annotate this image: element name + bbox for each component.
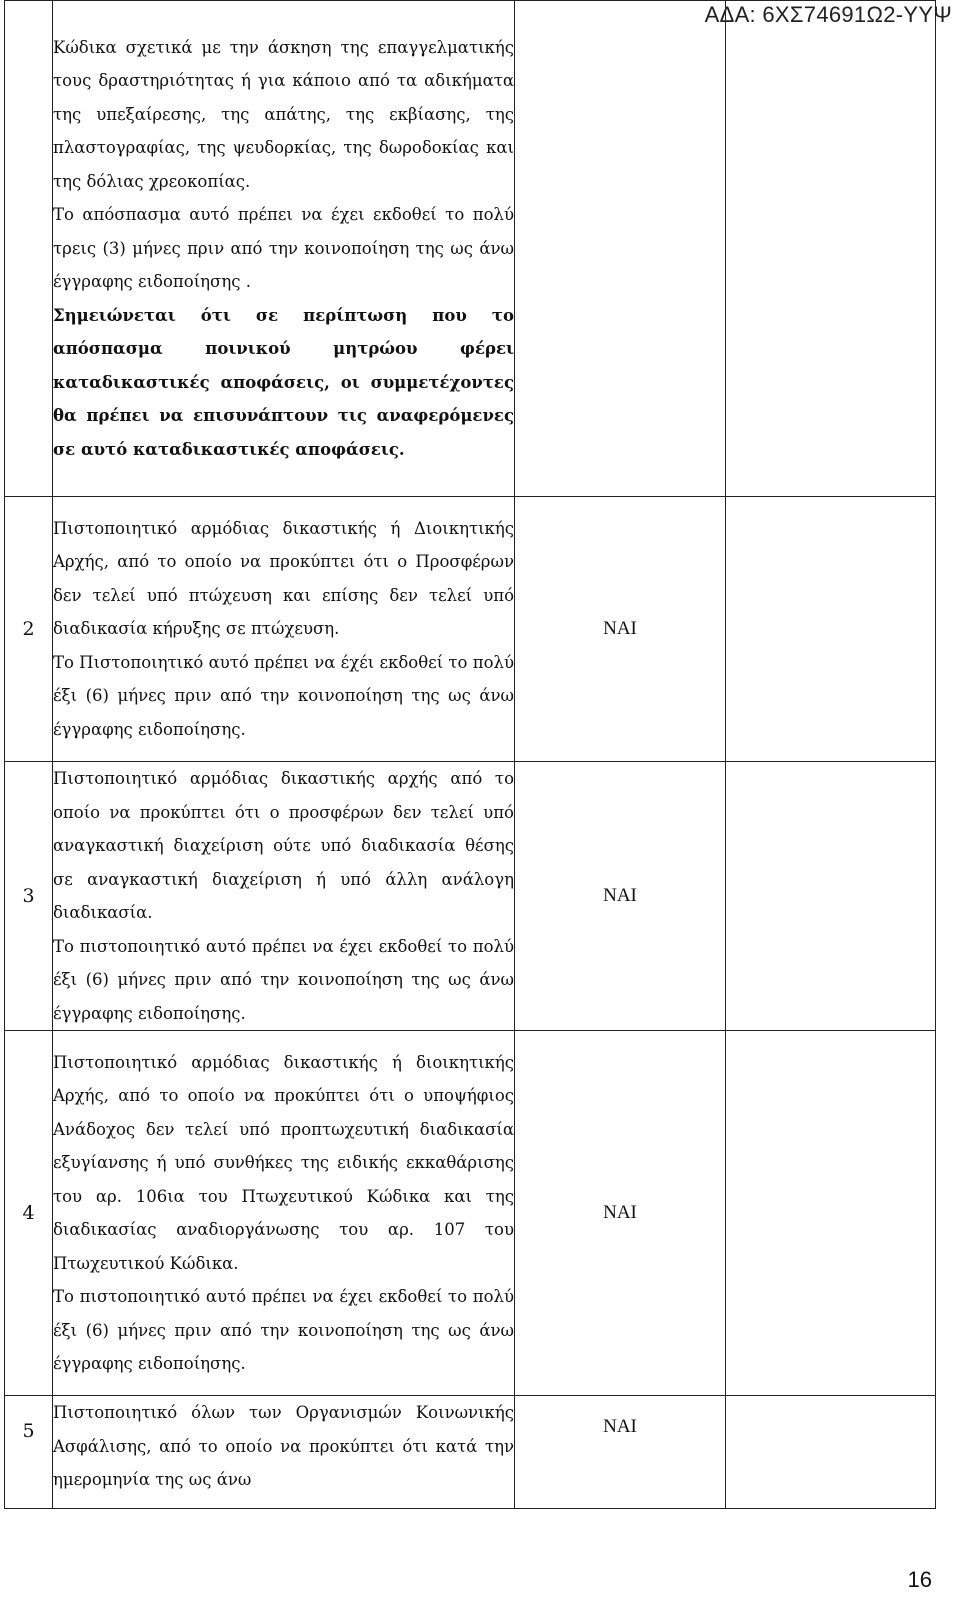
requirements-table — [4, 0, 936, 1509]
table-row — [5, 497, 936, 762]
paragraph: Πιστοποιητικό όλων των Οργανισμών Κοινωνικής Ασφάλισης, από το οποίο να προκύπτει ότι κατά την ημερομηνία της ως άνω — [53, 1403, 514, 1489]
row-number: 2 — [5, 497, 53, 762]
row-number: 4 — [5, 1031, 53, 1396]
requirement-text — [53, 1396, 515, 1509]
paragraph: Το πιστοποιητικό αυτό πρέπει να έχει εκδοθεί το πολύ έξι (6) μήνες πριν από την κοινοποίηση της ως άνω έγγραφης ειδοποίησης. — [53, 936, 514, 1023]
table-row — [5, 762, 936, 1031]
row-number: 5 — [5, 1396, 53, 1509]
empty-cell — [726, 497, 936, 762]
empty-cell — [726, 1, 936, 497]
answer-cell: ΝΑΙ — [515, 497, 726, 762]
answer-cell — [515, 1, 726, 497]
table-row — [5, 1396, 936, 1509]
paragraph: Πιστοποιητικό αρμόδιας δικαστικής ή διοικητικής Αρχής, από το οποίο να προκύπτει ότι ο υποψήφιος Ανάδοχος δεν τελεί υπό προπτωχευτική διαδικασία εξυγίανσης ή υπό συνθήκες της ειδικής εκκαθάρισης του αρ. 106ια του Πτωχευτικού Κώδικα και της διαδικασίας αναδιοργάνωσης του αρ. 107 του Πτωχευτικού Κώδικα. — [53, 1052, 514, 1273]
ada-code: ΑΔΑ: 6ΧΣ74691Ω2-ΥΥΨ — [704, 2, 952, 27]
empty-cell — [726, 1031, 936, 1396]
paragraph: Το πιστοποιητικό αυτό πρέπει να έχει εκδοθεί το πολύ έξι (6) μήνες πριν από την κοινοποίηση της ως άνω έγγραφης ειδοποίησης. — [53, 1287, 514, 1373]
row-number — [5, 1, 53, 497]
paragraph: Πιστοποιητικό αρμόδιας δικαστικής αρχής από το οποίο να προκύπτει ότι ο προσφέρων δεν τελεί υπό αναγκαστική διαχείριση ούτε υπό διαδικασία θέσης σε αναγκαστική διαχείριση ή υπό άλλη ανάλογη διαδικασία. — [53, 769, 514, 922]
paragraph: Το απόσπασμα αυτό πρέπει να έχει εκδοθεί το πολύ τρεις (3) μήνες πριν από την κοινοποίηση της ως άνω έγγραφης ειδοποίησης . — [53, 205, 514, 292]
requirement-text — [53, 497, 515, 762]
table-row — [5, 1031, 936, 1396]
answer-cell: ΝΑΙ — [515, 1031, 726, 1396]
answer-cell: ΝΑΙ — [515, 1396, 726, 1509]
empty-cell — [726, 1396, 936, 1509]
paragraph: Κώδικα σχετικά με την άσκηση της επαγγελματικής τους δραστηριότητας ή για κάποιο από τα αδικήματα της υπεξαίρεσης, της απάτης, της εκβίασης, της πλαστογραφίας, της ψευδορκίας, της δωροδοκίας και της δόλιας χρεοκοπίας. — [53, 37, 514, 191]
paragraph-note: Σημειώνεται ότι σε περίπτωση που το απόσπασμα ποινικού μητρώου φέρει καταδικαστικές αποφάσεις, οι συμμετέχοντες θα πρέπει να επισυνάπτουν τις αναφερόμενες σε αυτό καταδικαστικές αποφάσεις. — [53, 305, 514, 459]
page-number: 16 — [907, 1567, 932, 1592]
paragraph: Πιστοποιητικό αρμόδιας δικαστικής ή Διοικητικής Αρχής, από το οποίο να προκύπτει ότι ο Προσφέρων δεν τελεί υπό πτώχευση και επίσης δεν τελεί υπό διαδικασία κήρυξης σε πτώχευση. — [53, 518, 514, 639]
requirement-text — [53, 1031, 515, 1396]
table-row — [5, 1, 936, 497]
requirement-text — [53, 1, 515, 497]
row-number: 3 — [5, 762, 53, 1031]
empty-cell — [726, 762, 936, 1031]
paragraph: Το Πιστοποιητικό αυτό πρέπει να έχέι εκδοθεί το πολύ έξι (6) μήνες πριν από την κοινοποίηση της ως άνω έγγραφης ειδοποίησης. — [53, 652, 514, 739]
requirement-text — [53, 762, 515, 1031]
answer-cell: ΝΑΙ — [515, 762, 726, 1031]
